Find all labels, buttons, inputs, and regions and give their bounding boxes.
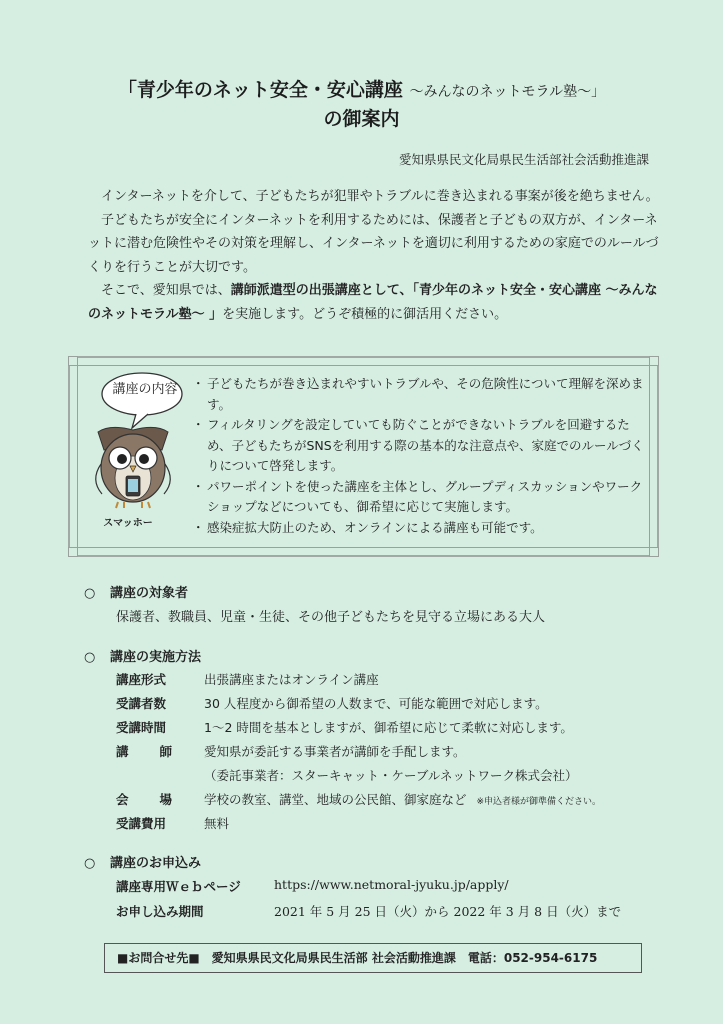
frame-corner [649, 356, 659, 366]
content-list-item: ・ 感染症拡大防止のため、オンラインによる講座も可能です。 [194, 518, 644, 539]
circle-marker-icon: ○ [84, 586, 96, 601]
target-text: 保護者、教職員、児童・生徒、その他子どもたちを見守る立場にある大人 [116, 610, 546, 625]
section-target-heading: ○ 講座の対象者 [84, 586, 189, 601]
page-title-line2: の御案内 [323, 108, 400, 130]
intro-paragraph-3: そこで、愛知県では、講師派遣型の出張講座として、「青少年のネット安全・安心講座 ～みんなのネットモラル塾～ 」を実施します。どうぞ積極的に御活用ください。 [88, 283, 658, 322]
intro-paragraph-1: インターネットを介して、子どもたちが犯罪やトラブルに巻き込まれる事案が後を絶ちません。 [101, 189, 659, 204]
frame-corner [68, 356, 78, 366]
circle-marker-icon: ○ [84, 650, 96, 665]
venue-note: ※申込者様が御準備ください。 [476, 797, 602, 807]
section-method-heading: ○ 講座の実施方法 [84, 650, 202, 665]
contact-footer: ■お問合せ先■ 愛知県県民文化局県民生活部 社会活動推進課 電話：052-954-6175 [104, 943, 642, 973]
intro-paragraph-2: 子どもたちが安全にインターネットを利用するためには、保護者と子どもの双方が、インターネットに潜む危険性やその対策を理解し、インターネットを適切に利用するための家庭でのルールづくりを行うことが大切です。 [88, 212, 659, 275]
mascot-name: スマッホー [103, 518, 153, 529]
content-list [194, 374, 644, 538]
content-list-item: ・ フィルタリングを設定していても防ぐことができないトラブルを回避するため、子どもたちがSNSを利用する際の基本的な注意点や、家庭でのルールづくりについて啓発します。 [194, 415, 644, 477]
page-subtitle: ～みんなのネットモラル塾～」 [409, 84, 606, 100]
page-title: 「青少年のネット安全・安心講座 ～みんなのネットモラル塾～」 [117, 79, 606, 101]
intro-emphasis: 講師派遣型の出張講座として、「青少年のネット安全・安心講座 ～みんなのネットモラル塾～ 」 [88, 283, 658, 322]
frame-corner [68, 547, 78, 557]
intro-text [88, 185, 668, 326]
bubble-label: 講座の内容 [112, 382, 178, 397]
content-list-item: ・ パワーポイントを使った講座を主体とし、グループディスカッションやワークショップなどについても、御希望に応じて実施します。 [194, 477, 644, 518]
circle-marker-icon: ○ [84, 856, 96, 871]
content-list-item: ・ 子どもたちが巻き込まれやすいトラブルや、その危険性について理解を深めます。 [194, 374, 644, 415]
department-name: 愛知県県民文化局県民生活部社会活動推進課 [398, 152, 649, 167]
owl-mascot-icon [88, 420, 178, 510]
apply-url-link[interactable]: https://www.netmoral-jyuku.jp/apply/ [274, 877, 509, 892]
frame-corner [649, 547, 659, 557]
section-apply-heading: ○ 講座のお申込み [84, 856, 202, 871]
